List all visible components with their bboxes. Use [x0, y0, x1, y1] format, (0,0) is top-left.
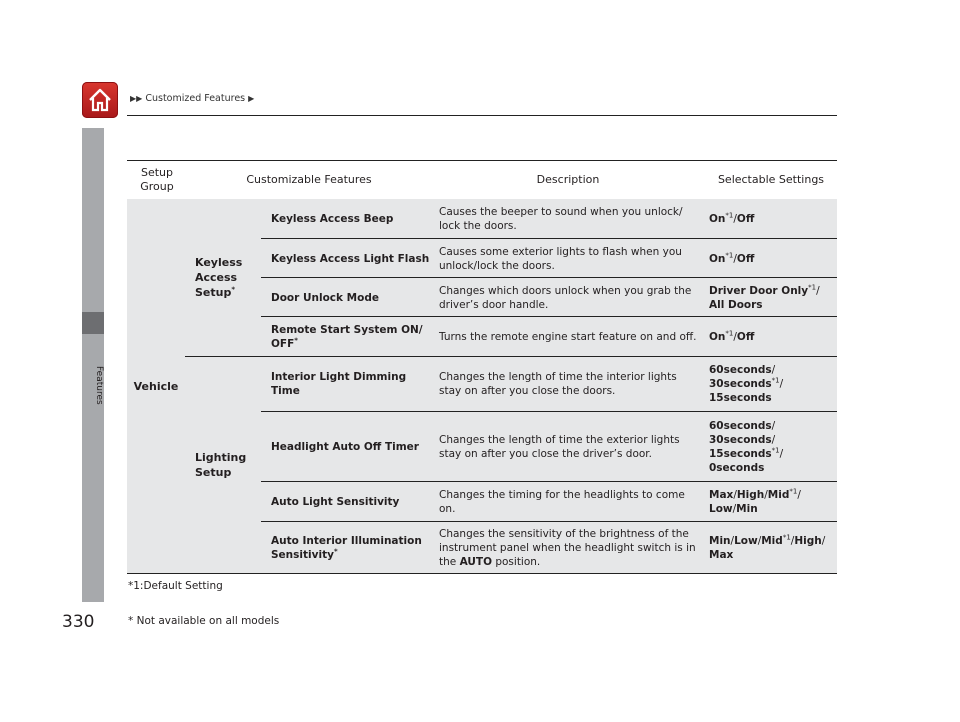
home-icon [87, 87, 113, 113]
feature-name: Remote Start System ON/ OFF* [271, 324, 423, 350]
table-row [261, 238, 837, 278]
feature-name: Door Unlock Mode [271, 291, 379, 304]
side-tab-features[interactable] [82, 312, 104, 334]
side-bar-lower [82, 312, 104, 602]
page-number: 330 [62, 612, 95, 632]
feature-description: Changes which doors unlock when you grab the driver’s door handle. [439, 284, 692, 311]
subgroup-keyless-access [185, 199, 261, 356]
feature-name: Keyless Access Light Flash [271, 252, 430, 265]
breadcrumb-arrow-icon: ▶▶ [130, 94, 143, 103]
group-vehicle: Vehicle [133, 379, 179, 393]
feature-description: Changes the length of time the interior lights stay on after you close the doors. [439, 371, 677, 397]
feature-settings: 60seconds/ 30seconds/ 15seconds$^{*1}$/ 0seconds [709, 420, 784, 474]
header-customizable-features: Customizable Features [246, 173, 372, 186]
feature-name: Keyless Access Beep [271, 212, 394, 225]
home-button[interactable] [82, 82, 118, 118]
breadcrumb-link[interactable]: Customized Features [145, 93, 246, 104]
table-header [127, 160, 837, 199]
table-row [261, 277, 837, 317]
feature-description: Changes the sensitivity of the brightness of the instrument panel when the headlight switch is in the AUTO position. [439, 528, 696, 568]
header-selectable-settings: Selectable Settings [717, 173, 825, 186]
table-row [261, 316, 837, 357]
feature-description: Causes the beeper to sound when you unlock/ lock the doors. [439, 205, 683, 232]
table-row [261, 481, 837, 522]
header-setup-group: Setup Group [140, 166, 174, 193]
table-row [261, 199, 837, 238]
feature-description: Changes the timing for the headlights to come on. [439, 489, 685, 515]
breadcrumb[interactable] [130, 93, 254, 104]
feature-settings: Min/Low/Mid$^{*1}$/High/ Max [709, 533, 826, 561]
feature-settings: On$^{*1}$/Off [709, 251, 755, 265]
side-bar-upper [82, 128, 104, 312]
table-body [127, 199, 837, 574]
feature-settings: Driver Door Only$^{*1}$/ All Doors [709, 283, 820, 311]
feature-name: Interior Light Dimming Time [271, 371, 407, 397]
availability-footnote: * Not available on all models [128, 615, 280, 627]
availability-mark: * [231, 285, 236, 294]
feature-settings: On$^{*1}$/Off [709, 211, 755, 225]
table-row [261, 411, 837, 482]
breadcrumb-arrow-icon: ▶ [248, 94, 255, 103]
subgroup-label: Lighting Setup [195, 451, 247, 479]
table-row [261, 357, 837, 411]
feature-name: Headlight Auto Off Timer [271, 441, 419, 453]
table-row [261, 521, 837, 574]
default-setting-note: *1:Default Setting [128, 580, 223, 592]
header-rule [127, 115, 837, 116]
header-description: Description [536, 173, 600, 186]
subgroup-lighting [185, 357, 261, 573]
feature-settings: On$^{*1}$/Off [709, 329, 755, 343]
feature-description: Changes the length of time the exterior lights stay on after you close the driver’s door. [439, 434, 680, 460]
feature-name: Auto Light Sensitivity [271, 496, 400, 508]
feature-description: Turns the remote engine start feature on and off. [439, 331, 697, 343]
feature-settings: 60seconds/ 30seconds$^{*1}$/ 15seconds [709, 364, 784, 404]
subgroup-label: Keyless Access Setup [195, 256, 243, 299]
feature-description: Causes some exterior lights to flash when you unlock/lock the doors. [439, 245, 682, 272]
side-label: Features [94, 366, 104, 405]
feature-settings: Max/High/Mid$^{*1}$/ Low/Min [709, 487, 801, 515]
feature-name: Auto Interior Illumination Sensitivity* [271, 535, 422, 561]
